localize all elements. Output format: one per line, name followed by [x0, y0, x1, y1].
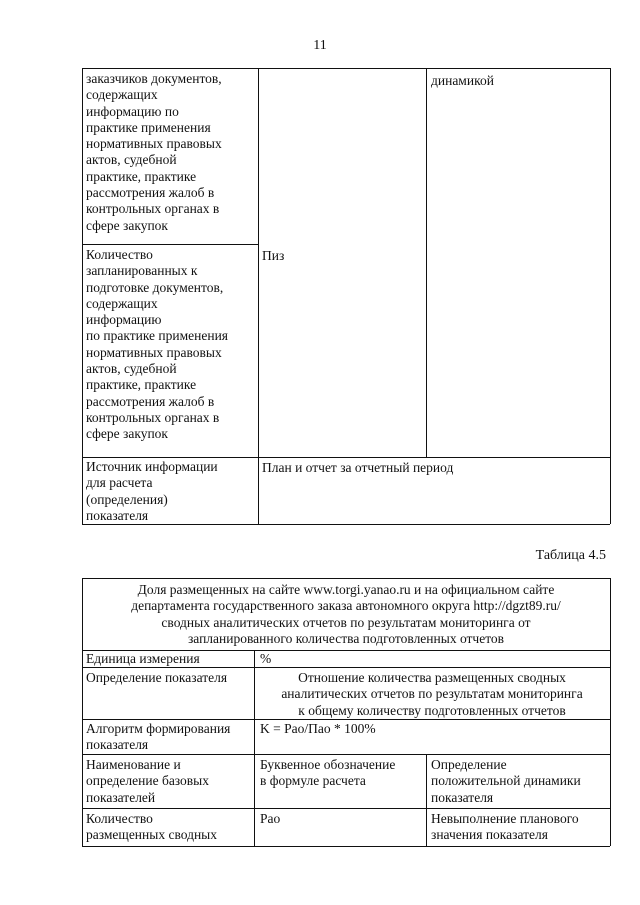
- table-1-col-rule: [258, 68, 259, 524]
- table-2-last-row-dynamics: Невыполнение планового значения показателя: [431, 811, 579, 843]
- table-2-base-header-name: Наименование и определение базовых показателей: [86, 757, 210, 805]
- table-1-col-rule: [82, 68, 83, 524]
- table-2-col-rule: [254, 650, 255, 846]
- table-2-bottom-rule: [82, 846, 610, 847]
- table-1-row3-value: План и отчет за отчетный период: [262, 460, 454, 475]
- table-1-top-rule: [82, 68, 610, 69]
- table-2-algorithm-label: Алгоритм формирования показателя: [86, 721, 231, 753]
- table-1-row-rule: [82, 244, 258, 245]
- table-2-last-row-name: Количество размещенных сводных: [86, 811, 217, 843]
- table-2-header: Доля размещенных на сайте www.torgi.yanao.ru и на официальном сайте департамента государственного заказа автономного округа http://dgzt89.ru/ сводных аналитических отчетов по результатам мониторинга от запланированного количества подготовленных отчетов: [131, 582, 561, 646]
- table-1-row1-dynamics: динамикой: [431, 73, 494, 88]
- table-2-row-rule: [82, 719, 610, 720]
- table-1-col-rule: [610, 68, 611, 524]
- table-1-row1-description: заказчиков документов, содержащих информацию по практике применения нормативных правовых актов, судебной практике, практике рассмотрения жалоб в контрольных органах в сфере закупок: [86, 71, 222, 233]
- page-number: 11: [313, 38, 327, 53]
- table-2-base-header-symbol: Буквенное обозначение в формуле расчета: [260, 757, 396, 789]
- table-2-unit-value: %: [260, 651, 272, 666]
- table-2-formula: K = Рао/Пао * 100%: [260, 721, 376, 736]
- table-2-definition-label: Определение показателя: [86, 670, 228, 685]
- table-1-row2-symbol: Пиз: [262, 248, 285, 263]
- table-2-col-rule: [82, 578, 83, 846]
- table-2-row-rule: [82, 808, 610, 809]
- table-2-col-rule: [610, 578, 611, 846]
- table-2-unit-label: Единица измерения: [86, 651, 200, 666]
- table-caption: Таблица 4.5: [535, 548, 606, 563]
- table-2-row-rule: [82, 754, 610, 755]
- table-1-row2-description: Количество запланированных к подготовке документов, содержащих информацию по практике применения нормативных правовых актов, судебной практике, практике рассмотрения жалоб в контрольных органах в сфере закупок: [86, 247, 229, 442]
- table-2-definition-value: Отношение количества размещенных сводных аналитических отчетов по результатам мониторинга к общему количеству подготовленных отчетов: [281, 670, 583, 718]
- table-2-base-header-dynamics: Определение положительной динамики показателя: [431, 757, 581, 805]
- table-2-col-rule: [426, 754, 427, 846]
- table-1-row3-label: Источник информации для расчета (определения) показателя: [86, 459, 218, 523]
- table-1-row-rule: [82, 457, 610, 458]
- table-1-col-rule: [426, 68, 427, 457]
- table-2-top-rule: [82, 578, 610, 579]
- table-2-last-row-symbol: Рао: [260, 811, 281, 826]
